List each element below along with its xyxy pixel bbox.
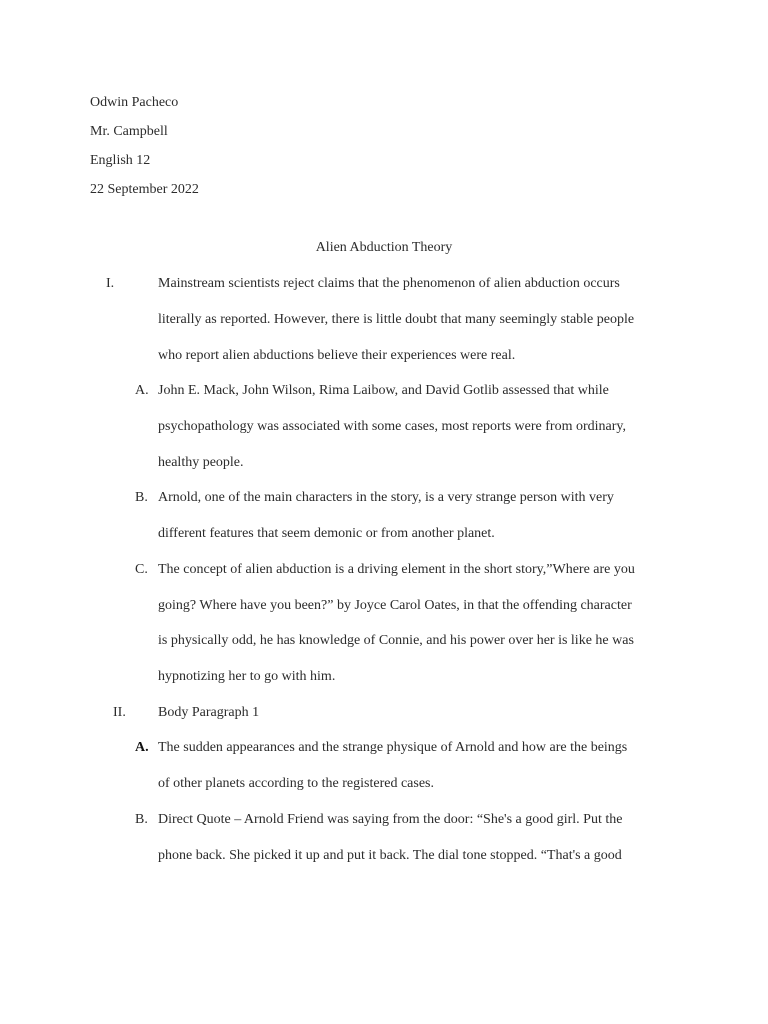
student-name: Odwin Pacheco [90,95,179,110]
item-1a-line-2: psychopathology was associated with some cases, most reports were from ordinary, [158,419,626,434]
document-title: Alien Abduction Theory [315,240,453,255]
item-1b-line-1: Arnold, one of the main characters in the story, is a very strange person with very [158,490,614,505]
item-1b-line-2: different features that seem demonic or from another planet. [158,526,495,541]
course-name: English 12 [90,153,151,168]
item-marker-1c: C. [135,562,148,577]
item-1c-line-1: The concept of alien abduction is a driving element in the short story,”Where are you [158,562,635,577]
item-marker-1a: A. [135,383,149,398]
item-1c-line-2: going? Where have you been?” by Joyce Carol Oates, in that the offending character [158,598,632,613]
item-1a-line-3: healthy people. [158,455,244,470]
item-2b-line-1: Direct Quote – Arnold Friend was saying from the door: “She's a good girl. Put the [158,812,623,827]
section-numeral-2: II. [113,705,126,720]
item-2a-line-2: of other planets according to the registered cases. [158,776,435,791]
section-1-line-1: Mainstream scientists reject claims that the phenomenon of alien abduction occurs [158,276,620,291]
item-marker-2a: A. [135,740,149,755]
section-numeral-1: I. [106,276,115,291]
item-1c-line-3: is physically odd, he has knowledge of Connie, and his power over her is like he was [158,633,634,648]
item-2a-line-1: The sudden appearances and the strange physique of Arnold and how are the beings [158,740,628,755]
section-1-line-2: literally as reported. However, there is little doubt that many seemingly stable people [158,312,635,327]
section-1-line-3: who report alien abductions believe their experiences were real. [158,348,516,363]
item-1a-line-1: John E. Mack, John Wilson, Rima Laibow, and David Gotlib assessed that while [158,383,609,398]
section-2-heading: Body Paragraph 1 [158,705,260,720]
item-marker-2b: B. [135,812,148,827]
teacher-name: Mr. Campbell [90,124,168,139]
item-2b-line-2: phone back. She picked it up and put it back. The dial tone stopped. “That's a good [158,848,622,863]
document-date: 22 September 2022 [90,182,199,197]
item-1c-line-4: hypnotizing her to go with him. [158,669,336,684]
item-marker-1b: B. [135,490,148,505]
